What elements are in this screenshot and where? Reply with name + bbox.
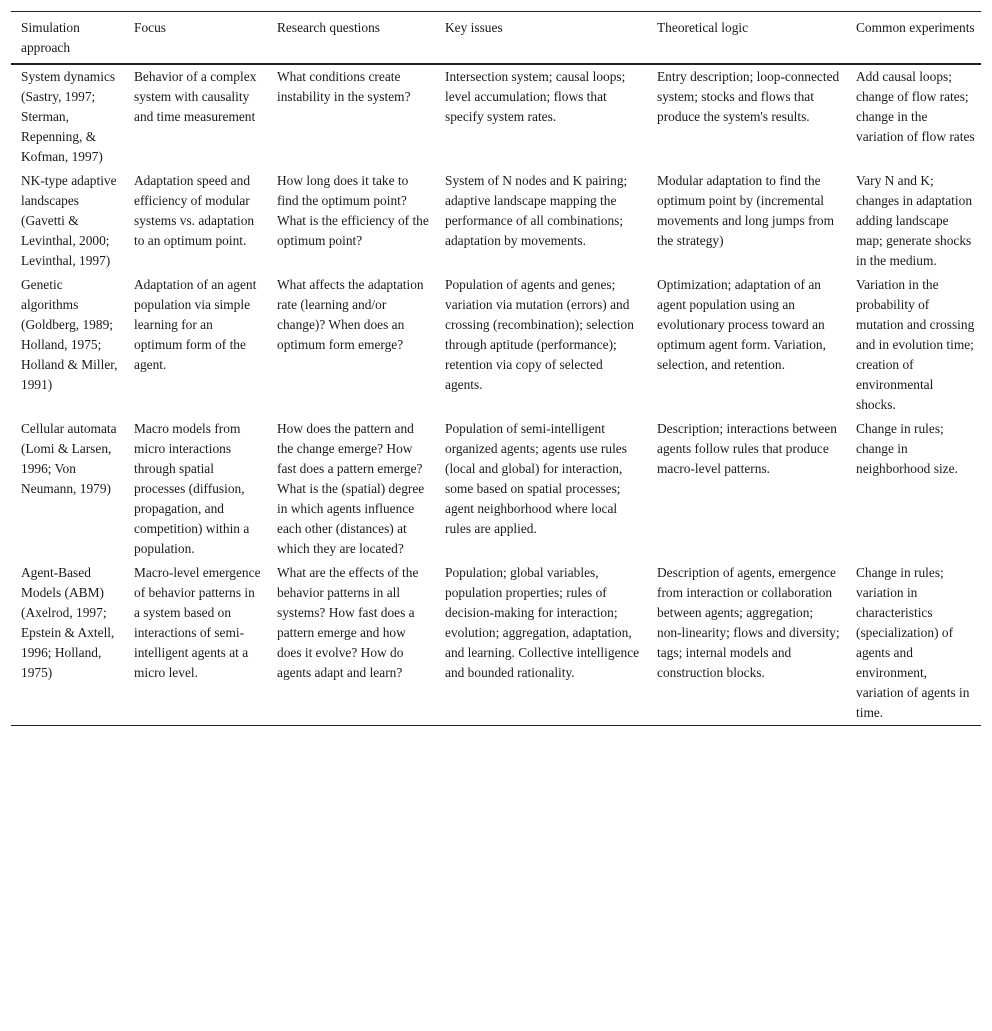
cell-theoretical-logic: Description of agents, emergence from interaction or collaboration between agents; aggregation; non-linearity; flows and diversity; tags; internal models and construction blocks. — [657, 565, 840, 680]
cell-research-questions: How does the pattern and the change emerge? How fast does a pattern emerge? What is the (spatial) degree in which agents influence each other (distances) at which they are located? — [277, 421, 425, 556]
table-row — [11, 417, 981, 561]
cell-theoretical-logic: Modular adaptation to find the optimum point by (incremental movements and long jumps from the strategy) — [657, 173, 835, 248]
cell-key-issues: System of N nodes and K pairing; adaptive landscape mapping the performance of all combinations; adaptation by movements. — [445, 173, 628, 248]
cell-research-questions: What affects the adaptation rate (learning and/or change)? When does an optimum form emerge? — [277, 277, 424, 352]
table-body — [11, 64, 981, 726]
cell-key-issues: Population of semi-intelligent organized agents; agents use rules (local and global) for interaction, some based on spatial processes; agent neighborhood where local rules are applied. — [445, 421, 627, 536]
cell-common-experiments: Variation in the probability of mutation and crossing and in evolution time; creation of environmental shocks. — [856, 277, 975, 412]
cell-common-experiments: Add causal loops; change of flow rates; change in the variation of flow rates — [856, 69, 975, 144]
cell-theoretical-logic: Entry description; loop-connected system; stocks and flows that produce the system's results. — [657, 69, 840, 124]
simulation-approaches-table — [11, 11, 981, 726]
cell-key-issues: Population of agents and genes; variation via mutation (errors) and crossing (recombination); selection through aptitude (performance); retention via copy of selected agents. — [445, 277, 634, 392]
cell-focus: Adaptation speed and efficiency of modular systems vs. adaptation to an optimum point. — [134, 173, 255, 248]
header-research-questions: Research questions — [277, 20, 381, 35]
table-row — [11, 273, 981, 417]
cell-focus: Behavior of a complex system with causality and time measurement — [134, 69, 257, 124]
cell-research-questions: What conditions create instability in the system? — [277, 69, 411, 104]
cell-common-experiments: Change in rules; change in neighborhood size. — [856, 421, 958, 476]
header-focus: Focus — [134, 20, 166, 35]
header-theoretical-logic: Theoretical logic — [657, 20, 749, 35]
cell-common-experiments: Change in rules; variation in characteristics (specialization) of agents and environment, variation of agents in time. — [856, 565, 970, 720]
cell-focus: Macro models from micro interactions through spatial processes (diffusion, propagation, and competition) within a population. — [134, 421, 250, 556]
header-common-experiments: Common experiments — [856, 20, 975, 35]
header-row — [11, 12, 981, 65]
table-row — [11, 169, 981, 273]
cell-approach: System dynamics (Sastry, 1997; Sterman, Repenning, & Kofman, 1997) — [21, 69, 116, 164]
table-row — [11, 64, 981, 169]
cell-research-questions: How long does it take to find the optimum point? What is the efficiency of the optimum point? — [277, 173, 429, 248]
cell-research-questions: What are the effects of the behavior patterns in all systems? How fast does a pattern emerge and how does it evolve? How do agents adapt and learn? — [277, 565, 419, 680]
cell-approach: NK-type adaptive landscapes (Gavetti & Levinthal, 2000; Levinthal, 1997) — [21, 173, 117, 268]
cell-theoretical-logic: Description; interactions between agents follow rules that produce macro-level patterns. — [657, 421, 837, 476]
cell-approach: Cellular automata (Lomi & Larsen, 1996; Von Neumann, 1979) — [21, 421, 117, 496]
header-simulation-approach: Simulation approach — [21, 20, 80, 55]
table-header — [11, 12, 981, 65]
cell-focus: Adaptation of an agent population via simple learning for an optimum form of the agent. — [134, 277, 257, 372]
cell-key-issues: Population; global variables, population properties; rules of decision-making for interaction; evolution; aggregation, adaptation, and learning. Collective intelligence and bounded rationality. — [445, 565, 640, 680]
cell-focus: Macro-level emergence of behavior patterns in a system based on interactions of semi-intelligent agents at a micro level. — [134, 565, 261, 680]
header-key-issues: Key issues — [445, 20, 503, 35]
cell-theoretical-logic: Optimization; adaptation of an agent population using an evolutionary process toward an optimum agent form. Variation, selection, and retention. — [657, 277, 826, 372]
cell-key-issues: Intersection system; causal loops; level accumulation; flows that specify system rates. — [445, 69, 626, 124]
cell-approach: Genetic algorithms (Goldberg, 1989; Holland, 1975; Holland & Miller, 1991) — [21, 277, 118, 392]
cell-common-experiments: Vary N and K; changes in adaptation adding landscape map; generate shocks in the medium. — [856, 173, 973, 268]
table-row — [11, 561, 981, 726]
cell-approach: Agent-Based Models (ABM) (Axelrod, 1997; Epstein & Axtell, 1996; Holland, 1975) — [21, 565, 115, 680]
